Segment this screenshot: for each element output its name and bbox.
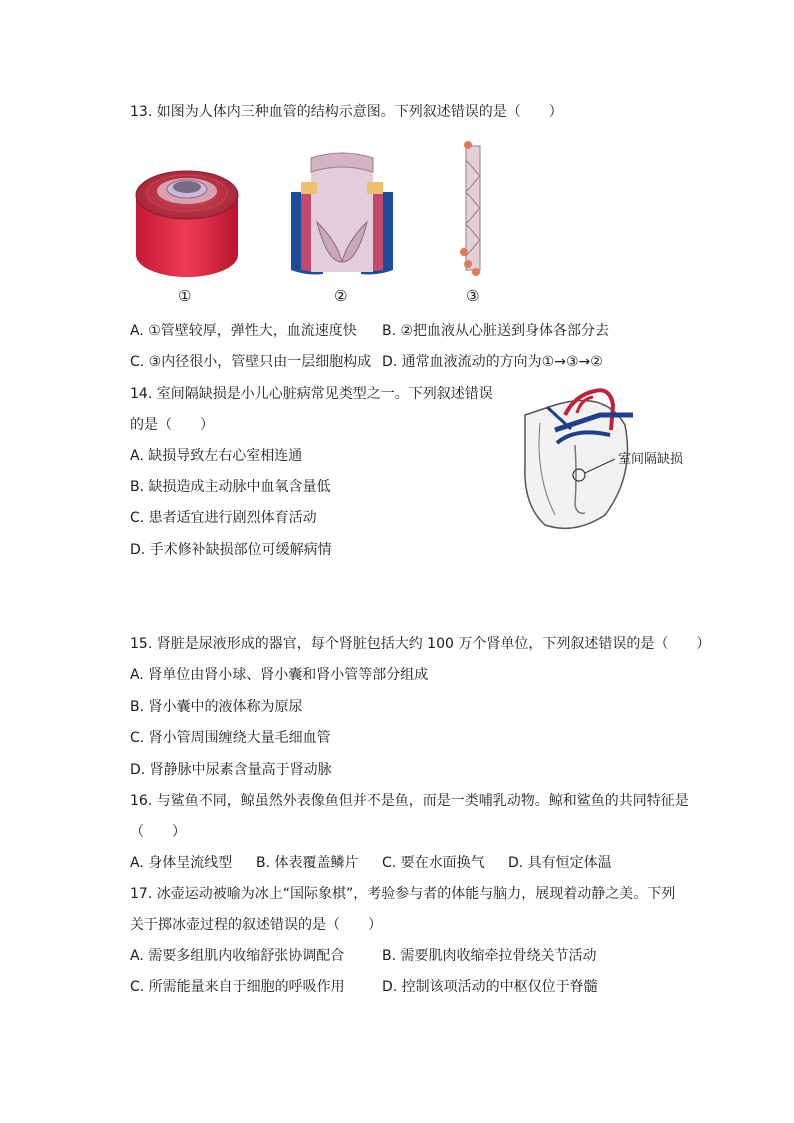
q17-option-b: B. 需要肌肉收缩牵拉骨绕关节活动 [382,948,597,964]
vessel-label-2: ② [334,287,348,305]
q16-option-d: D. 具有恒定体温 [508,855,612,871]
q13-option-c: C. ③内径很小，管壁只由一层细胞构成 [130,354,372,370]
q16-stem-line2: （ ） [130,824,186,840]
q13-option-a: A. ①管壁较厚，弹性大，血流速度快 [130,323,357,339]
vessel-label-1: ① [178,287,192,305]
q17-option-a: A. 需要多组肌内收缩舒张协调配合 [130,948,345,964]
q17-option-d: D. 控制该项活动的中枢仅位于脊髓 [382,979,598,995]
q13-option-b: B. ②把血液从心脏送到身体各部分去 [382,323,610,339]
q17-option-c: C. 所需能量来自于细胞的呼吸作用 [130,979,345,995]
capillary-figure [458,140,488,280]
vein-figure [287,152,397,282]
q14-option-a: A. 缺损导致左右心室相连通 [130,448,303,464]
q16-option-a: A. 身体呈流线型 [130,855,233,871]
q13-option-d: D. 通常血液流动的方向为①→③→② [382,354,603,370]
q13-stem: 13. 如图为人体内三种血管的结构示意图。下列叙述错误的是（ ） [130,104,563,120]
q17-stem-line1: 17. 冰壶运动被喻为冰上“国际象棋”，考验参与者的体能与脑力，展现着动静之美。下列 [130,886,676,902]
q14-option-b: B. 缺损造成主动脉中血氧含量低 [130,479,331,495]
q16-stem-line1: 16. 与鲨鱼不同，鲸虽然外表像鱼但并不是鱼，而是一类哺乳动物。鲸和鲨鱼的共同特征是 [130,793,689,809]
q16-option-c: C. 要在水面换气 [382,855,485,871]
vessel-label-3: ③ [466,287,480,305]
q17-stem-line2: 关于掷冰壶过程的叙述错误的是（ ） [130,917,382,933]
q14-option-c: C. 患者适宜进行剧烈体育活动 [130,510,317,526]
q15-stem: 15. 肾脏是尿液形成的器官，每个肾脏包括大约 100 万个肾单位，下列叙述错误的是（ ） [130,636,711,652]
q15-option-c: C. 肾小管周围缠绕大量毛细血管 [130,730,331,746]
q15-option-a: A. 肾单位由肾小球、肾小囊和肾小管等部分组成 [130,667,429,683]
q14-stem-line2: 的是（ ） [130,417,214,433]
septal-defect-label: 室间隔缺损 [618,452,684,467]
q16-option-b: B. 体表覆盖鳞片 [256,855,359,871]
q15-option-d: D. 肾静脉中尿素含量高于肾动脉 [130,762,332,778]
artery-figure [132,155,242,285]
q14-stem-line1: 14. 室间隔缺损是小儿心脏病常见类型之一。下列叙述错误 [130,386,493,402]
q15-option-b: B. 肾小囊中的液体称为原尿 [130,699,303,715]
q14-option-d: D. 手术修补缺损部位可缓解病情 [130,542,332,558]
